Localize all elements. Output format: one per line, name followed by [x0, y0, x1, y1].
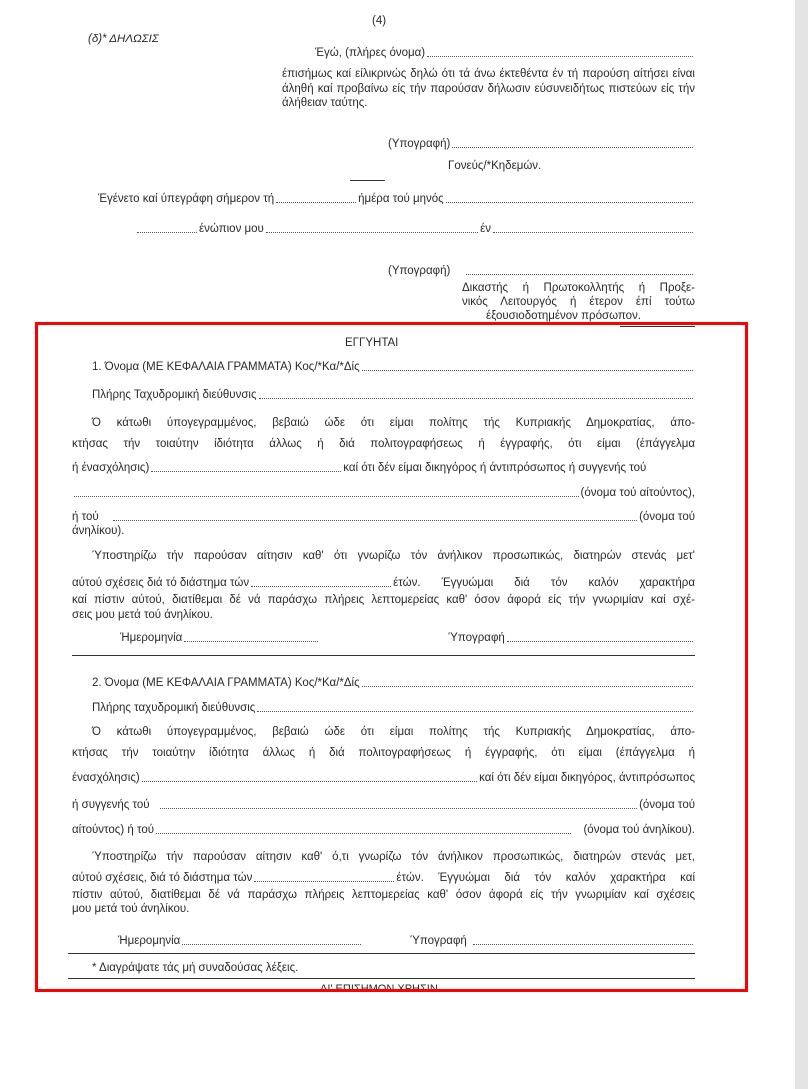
signature-label: Ύπογραφή [410, 935, 467, 947]
declaration-statement: έπισήμως καί είλικρινώς δηλώ ότι τά άνω έκτεθέντα έν τή παρούση αίτήσει είναι άληθή καί προβαίνω είς τήν παρούσαν δήλωσιν εύσυνειδήτως πιστεύων είς τήν άλήθειαν ταύτης. [282, 68, 695, 109]
text: καί ότι δέν είμαι δικηγόρος ή άντιπρόσωπος ή συγγενής τού [343, 462, 647, 474]
g2-text-line: Ύποστηρίζω τήν παρούσαν αίτησιν καθ' ό,τι γνωρίζω τόν άνήλικον προσωπικώς, διατηρών στενάς μετ, [92, 851, 695, 863]
g2-text-line: κτήσας τήν τοιαύτην ίδιότητα άλλως ή διά πολιτογραφήσεως ή έγγραφής, ότι είμαι (έπάγγελμα ή [72, 747, 695, 759]
official-signature-row [388, 264, 695, 278]
g2-text-line: πίστιν αύτού, διατίθεμαι δέ νά παράσχω πλήρεις λεπτομερείας καθ' όσον άφορά είς τήν γνωριμίαν καί σχέσεις [72, 889, 695, 901]
official-signature-field[interactable] [466, 274, 693, 275]
place-field[interactable] [493, 232, 693, 233]
g2-text-line: Ό κάτωθι ύπογεγραμμένος, βεβαιώ ώδε ότι είμαι πολίτης τής Κυπριακής Δημοκρατίας, άπο- [92, 726, 695, 738]
occupation-label: ή ένασχόλησις) [72, 462, 150, 474]
g1-text-line: κτήσας τήν τοιαύτην ίδιότητα άλλως ή διά πολιτογραφήσεως ή έγγραφής, ότι είμαι (έπάγγελμα [72, 438, 695, 450]
guarantors-heading: ΕΓΓΥΗΤΑΙ [345, 337, 399, 349]
text: αίτούντος) ή τού [72, 824, 155, 836]
minor-label: (όνομα τού άνηλίκου). [583, 824, 695, 836]
official-role-line: έξουσιοδοτημένον πρόσωπον. [486, 310, 642, 322]
text: καί ότι δέν είμαι δικηγόρος, άντιπρόσωπος [479, 772, 695, 784]
text: έτών. Έγγυώμαι διά τόν καλόν χαρακτήρα [393, 577, 695, 589]
applicant-label: (όνομα τού [639, 799, 695, 811]
g1-text-line: Ό κάτωθι ύπογεγραμμένος, βεβαιώ ώδε ότι είμαι πολίτης τής Κυπριακής Δημοκρατίας, άπο- [92, 417, 695, 429]
date-label: Ήμερομηνία [118, 935, 181, 947]
official-field[interactable] [266, 232, 478, 233]
highlight-box [35, 322, 748, 992]
official-role-line: Δικαστής ή Πρωτοκολλητής ή Προξε- [462, 282, 695, 294]
text: αύτού σχέσεις, διά τό διάστημα τών [72, 872, 253, 884]
signature-label: (Υπογραφή) [388, 138, 451, 150]
declaration-heading: (δ)* ΔΗΛΩΣΙΣ [88, 33, 159, 45]
text: ή τού [72, 511, 99, 523]
made-label: Έγένετο καί ύπεγράφη σήμερον τή [98, 193, 275, 205]
signature-field[interactable] [452, 147, 693, 148]
scan-edge [795, 0, 808, 1089]
text: ή συγγενής τού [72, 799, 150, 811]
name-label: 2. Όνομα (ΜΕ ΚΕΦΑΛΑΙΑ ΓΡΑΜΜΑΤΑ) Κος/*Κα/*Δίς [92, 677, 360, 689]
name-label: 1. Όνομα (ΜΕ ΚΕΦΑΛΑΙΑ ΓΡΑΜΜΑΤΑ) Κος/*Κα/*Δίς [92, 361, 360, 373]
address-label: Πλήρης ταχυδρομική διεύθυνσις [92, 702, 256, 714]
official-role-line: νικός Λειτουργός ή έτερον έπί τούτω [462, 296, 695, 308]
month-label: ήμέρα τού μηνός [358, 193, 444, 205]
day-field[interactable] [276, 202, 356, 203]
g1-text-line: άνηλίκου). [72, 525, 125, 537]
signer-role: Γονεύς/*Κηδεμών. [448, 160, 542, 172]
month-field[interactable] [446, 202, 693, 203]
page-number: (4) [372, 15, 387, 27]
text: έτών. Έγγυώμαι διά τόν καλόν χαρακτήρα καί [396, 872, 695, 884]
before-label: ένώπιον μου [199, 223, 264, 235]
footnote: * Διαγράψατε τάς μή συναδούσας λέξεις. [92, 962, 299, 974]
name-field[interactable] [427, 56, 693, 57]
divider [350, 180, 385, 181]
parent-signature-row [388, 137, 695, 151]
at-label: έν [480, 223, 491, 235]
signature-label: (Υπογραφή) [388, 265, 451, 277]
declarant-name-row [315, 46, 695, 60]
g1-text-line: Ύποστηρίζω τήν παρούσαν αίτησιν καθ' ότι γνωρίζω τόν άνήλικον προσωπικώς, διατηρών στενάς μετ' [92, 550, 695, 562]
date-label: Ήμερομηνία [120, 632, 183, 644]
occupation-label: ένασχόλησις) [72, 772, 140, 784]
g1-text-line: καί πίστιν αύτού, διατίθεμαι δέ νά παράσχω πλήρεις λεπτομερείας καθ' όσον άφορά είς τήν γνωριμίαν καί σχέ- [72, 594, 695, 606]
applicant-label: (όνομα τού αίτούντος), [580, 487, 695, 499]
name-label: Έγώ, (πλήρες όνομα) [315, 47, 426, 59]
g1-text-line: σεις μου μετά τού άνηλίκου. [72, 609, 213, 621]
text: αύτού σχέσεις διά τό διάστημα τών [72, 577, 250, 589]
witness-row [135, 222, 695, 236]
year-field[interactable] [137, 232, 197, 233]
minor-label: (όνομα τού [639, 511, 695, 523]
g2-text-line: μου μετά τού άνηλίκου. [72, 903, 190, 915]
address-label: Πλήρης Ταχυδρομική διεύθυνσις [92, 389, 257, 401]
official-use-heading: ΔΙ' ΕΠΙΣΗΜΟΝ ΧΡΗΣΙΝ [320, 983, 438, 995]
date-row [98, 192, 695, 206]
signature-label: Ύπογραφή [448, 632, 505, 644]
